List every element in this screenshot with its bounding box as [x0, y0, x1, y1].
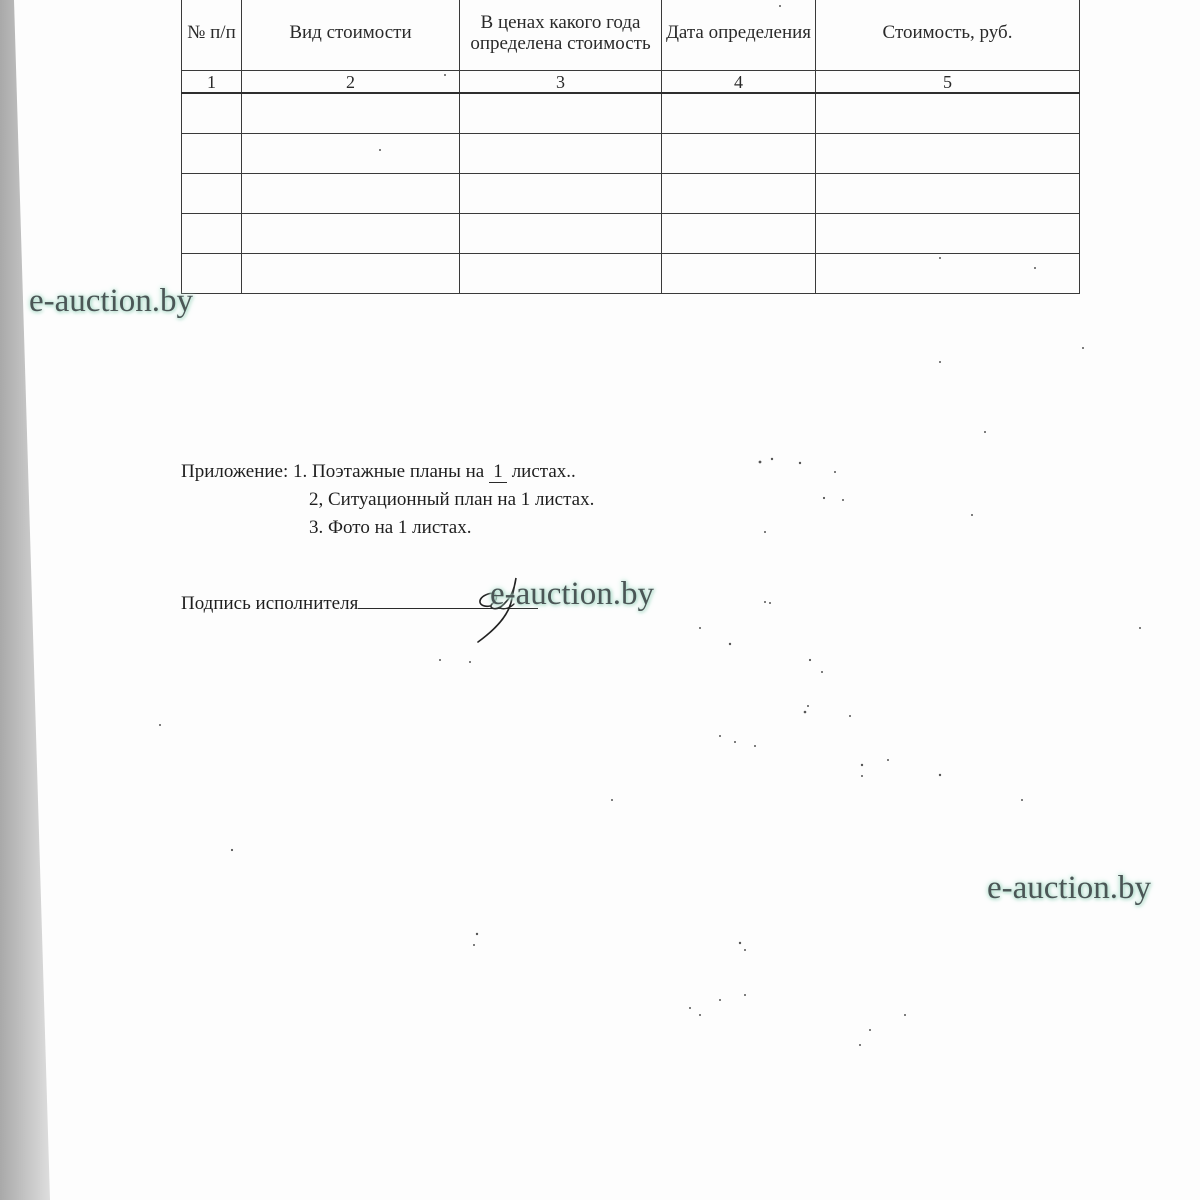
table-row	[182, 254, 1080, 294]
header-value-type: Вид стоимости	[242, 0, 460, 71]
table-cell	[460, 134, 662, 174]
table-cell	[662, 134, 816, 174]
table-row	[182, 214, 1080, 254]
header-date: Дата определения	[662, 0, 816, 71]
table-cell	[460, 254, 662, 294]
appendix-item-1-suffix: листах..	[511, 461, 576, 482]
table-cell	[662, 174, 816, 214]
appendix-item-1	[181, 458, 594, 486]
column-number: 1	[182, 71, 242, 94]
table-cell	[460, 214, 662, 254]
table-body	[182, 93, 1080, 294]
column-number: 4	[662, 71, 816, 94]
table-cell	[662, 214, 816, 254]
table-cell	[816, 93, 1080, 134]
table-row	[182, 174, 1080, 214]
watermark-e-auction: e-auction.by	[490, 576, 655, 612]
appendix-block	[181, 458, 594, 542]
signature-label: Подпись исполнителя	[181, 593, 359, 614]
appendix-item-3: 3. Фото на 1 листах.	[309, 517, 472, 538]
table-header-row	[182, 0, 1080, 71]
appendix-item-1-prefix: 1. Поэтажные планы на	[293, 461, 485, 482]
cost-table	[181, 0, 1080, 294]
table-cell	[816, 254, 1080, 294]
column-number: 5	[816, 71, 1080, 94]
table-cell	[242, 174, 460, 214]
header-number: № п/п	[182, 0, 242, 71]
table-cell	[182, 214, 242, 254]
table-cell	[816, 214, 1080, 254]
table-cell	[182, 174, 242, 214]
table-cell	[816, 174, 1080, 214]
table-cell	[242, 134, 460, 174]
table-cell	[182, 93, 242, 134]
appendix-item-2: 2, Ситуационный план на 1 листах.	[309, 489, 595, 510]
table-cell	[662, 93, 816, 134]
column-number: 3	[460, 71, 662, 94]
appendix-item-1-number: 1	[489, 462, 507, 483]
table-row	[182, 134, 1080, 174]
table-cell	[460, 93, 662, 134]
table-cell	[662, 254, 816, 294]
table-cell	[242, 93, 460, 134]
column-number: 2	[242, 71, 460, 94]
table-row	[182, 93, 1080, 134]
header-price-year: В ценах какого года определена стоимость	[460, 0, 662, 71]
watermark-e-auction: e-auction.by	[29, 283, 194, 319]
table-cell	[242, 214, 460, 254]
table-cell	[816, 134, 1080, 174]
header-cost: Стоимость, руб.	[816, 0, 1080, 71]
watermark-e-auction: e-auction.by	[987, 870, 1152, 906]
appendix-label: Приложение:	[181, 461, 289, 482]
table-cell	[242, 254, 460, 294]
table-cell	[182, 134, 242, 174]
table-cell	[460, 174, 662, 214]
column-number-row	[182, 71, 1080, 94]
